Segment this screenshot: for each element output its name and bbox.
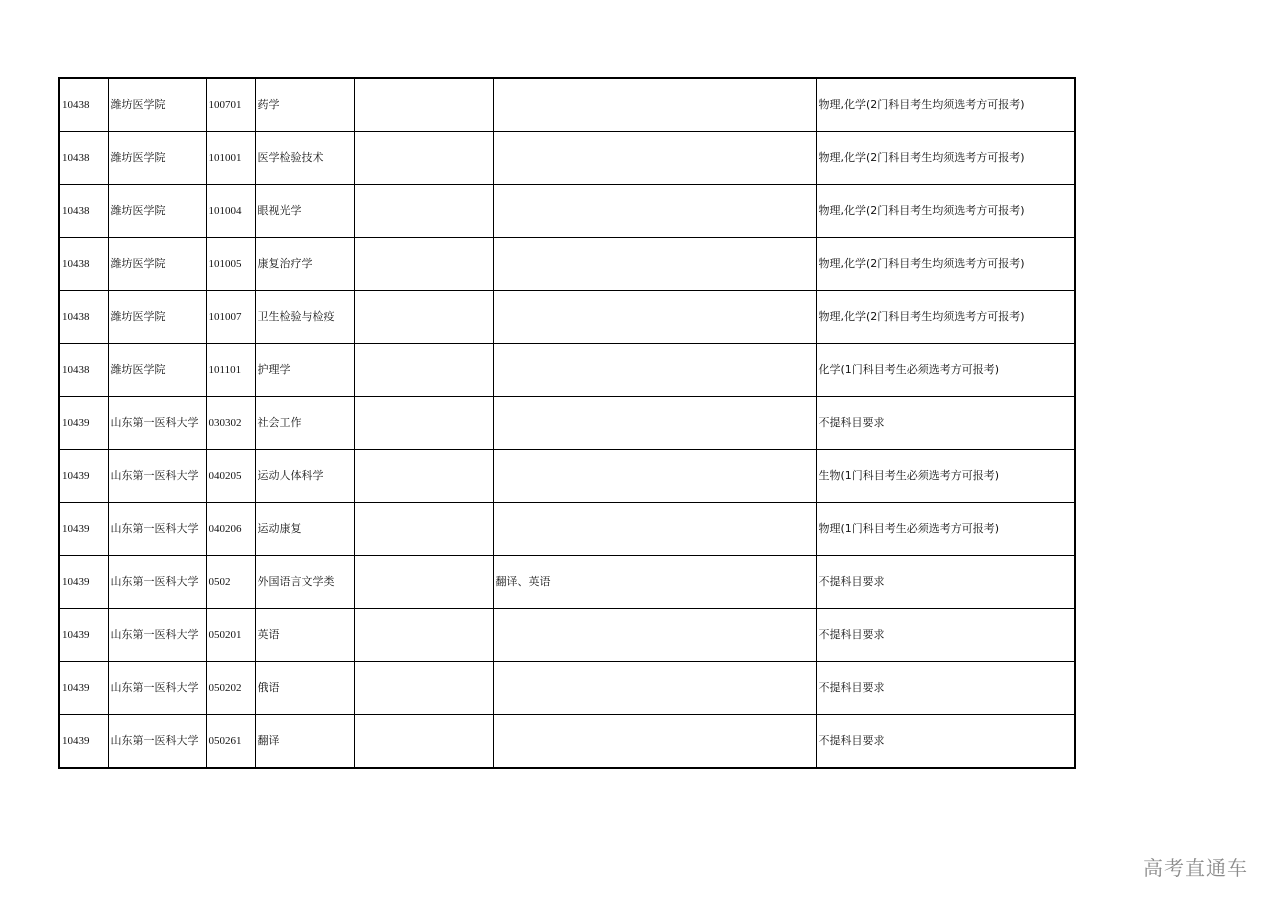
table-body — [59, 78, 1075, 768]
empty-cell — [354, 185, 493, 238]
table-row — [59, 662, 1075, 715]
included-majors-cell — [493, 503, 816, 556]
major-code-cell: 101007 — [206, 291, 255, 344]
table-row — [59, 344, 1075, 397]
table-row — [59, 715, 1075, 769]
empty-cell — [354, 662, 493, 715]
subject-requirement-cell: 物理,化学(2门科目考生均须选考方可报考) — [816, 291, 1075, 344]
subject-requirement-cell: 不提科目要求 — [816, 397, 1075, 450]
subject-requirement-cell: 不提科目要求 — [816, 715, 1075, 769]
included-majors-cell — [493, 238, 816, 291]
major-code-cell: 0502 — [206, 556, 255, 609]
subject-requirement-cell: 物理,化学(2门科目考生均须选考方可报考) — [816, 132, 1075, 185]
subject-requirement-cell: 化学(1门科目考生必须选考方可报考) — [816, 344, 1075, 397]
major-name-cell: 康复治疗学 — [255, 238, 354, 291]
empty-cell — [354, 291, 493, 344]
school-code-cell: 10438 — [59, 344, 108, 397]
major-code-cell: 101101 — [206, 344, 255, 397]
empty-cell — [354, 132, 493, 185]
major-code-cell: 050202 — [206, 662, 255, 715]
school-name-cell: 山东第一医科大学 — [108, 715, 206, 769]
included-majors-cell — [493, 397, 816, 450]
major-name-cell: 眼视光学 — [255, 185, 354, 238]
empty-cell — [354, 556, 493, 609]
major-name-cell: 翻译 — [255, 715, 354, 769]
school-code-cell: 10439 — [59, 503, 108, 556]
major-code-cell: 050261 — [206, 715, 255, 769]
school-name-cell: 潍坊医学院 — [108, 185, 206, 238]
table-row — [59, 609, 1075, 662]
school-name-cell: 山东第一医科大学 — [108, 397, 206, 450]
included-majors-cell — [493, 185, 816, 238]
included-majors-cell — [493, 609, 816, 662]
school-name-cell: 山东第一医科大学 — [108, 609, 206, 662]
subject-requirement-cell: 不提科目要求 — [816, 662, 1075, 715]
empty-cell — [354, 503, 493, 556]
empty-cell — [354, 344, 493, 397]
school-name-cell: 山东第一医科大学 — [108, 503, 206, 556]
included-majors-cell — [493, 132, 816, 185]
school-code-cell: 10438 — [59, 291, 108, 344]
major-name-cell: 运动康复 — [255, 503, 354, 556]
school-code-cell: 10439 — [59, 397, 108, 450]
subject-requirement-cell: 不提科目要求 — [816, 556, 1075, 609]
school-name-cell: 山东第一医科大学 — [108, 662, 206, 715]
major-name-cell: 外国语言文学类 — [255, 556, 354, 609]
table-row — [59, 291, 1075, 344]
admission-requirements-table — [58, 77, 1076, 769]
empty-cell — [354, 450, 493, 503]
empty-cell — [354, 78, 493, 132]
school-code-cell: 10439 — [59, 450, 108, 503]
included-majors-cell — [493, 715, 816, 769]
major-name-cell: 俄语 — [255, 662, 354, 715]
school-code-cell: 10438 — [59, 78, 108, 132]
table-row — [59, 556, 1075, 609]
table-row — [59, 238, 1075, 291]
table-row — [59, 450, 1075, 503]
major-name-cell: 社会工作 — [255, 397, 354, 450]
major-code-cell: 030302 — [206, 397, 255, 450]
major-name-cell: 运动人体科学 — [255, 450, 354, 503]
major-name-cell: 药学 — [255, 78, 354, 132]
included-majors-cell — [493, 344, 816, 397]
included-majors-cell — [493, 78, 816, 132]
subject-requirement-cell: 不提科目要求 — [816, 609, 1075, 662]
empty-cell — [354, 397, 493, 450]
table-row — [59, 185, 1075, 238]
school-code-cell: 10439 — [59, 556, 108, 609]
school-code-cell: 10438 — [59, 238, 108, 291]
major-name-cell: 医学检验技术 — [255, 132, 354, 185]
major-code-cell: 101001 — [206, 132, 255, 185]
school-code-cell: 10439 — [59, 609, 108, 662]
table-row — [59, 397, 1075, 450]
major-code-cell: 101004 — [206, 185, 255, 238]
major-code-cell: 101005 — [206, 238, 255, 291]
subject-requirement-cell: 物理(1门科目考生必须选考方可报考) — [816, 503, 1075, 556]
table-row — [59, 78, 1075, 132]
table-row — [59, 132, 1075, 185]
school-name-cell: 潍坊医学院 — [108, 291, 206, 344]
major-name-cell: 护理学 — [255, 344, 354, 397]
school-name-cell: 潍坊医学院 — [108, 78, 206, 132]
major-name-cell: 英语 — [255, 609, 354, 662]
included-majors-cell — [493, 450, 816, 503]
included-majors-cell — [493, 662, 816, 715]
subject-requirement-cell: 生物(1门科目考生必须选考方可报考) — [816, 450, 1075, 503]
watermark-logo: 高考直通车 — [1143, 856, 1248, 880]
included-majors-cell: 翻译、英语 — [493, 556, 816, 609]
school-name-cell: 潍坊医学院 — [108, 238, 206, 291]
school-name-cell: 潍坊医学院 — [108, 344, 206, 397]
school-name-cell: 潍坊医学院 — [108, 132, 206, 185]
school-code-cell: 10438 — [59, 132, 108, 185]
school-code-cell: 10439 — [59, 662, 108, 715]
empty-cell — [354, 609, 493, 662]
included-majors-cell — [493, 291, 816, 344]
school-name-cell: 山东第一医科大学 — [108, 450, 206, 503]
major-code-cell: 100701 — [206, 78, 255, 132]
major-code-cell: 040206 — [206, 503, 255, 556]
major-code-cell: 040205 — [206, 450, 255, 503]
empty-cell — [354, 238, 493, 291]
subject-requirement-cell: 物理,化学(2门科目考生均须选考方可报考) — [816, 78, 1075, 132]
school-code-cell: 10439 — [59, 715, 108, 769]
school-name-cell: 山东第一医科大学 — [108, 556, 206, 609]
subject-requirement-cell: 物理,化学(2门科目考生均须选考方可报考) — [816, 238, 1075, 291]
major-code-cell: 050201 — [206, 609, 255, 662]
table-row — [59, 503, 1075, 556]
empty-cell — [354, 715, 493, 769]
major-name-cell: 卫生检验与检疫 — [255, 291, 354, 344]
subject-requirement-cell: 物理,化学(2门科目考生均须选考方可报考) — [816, 185, 1075, 238]
school-code-cell: 10438 — [59, 185, 108, 238]
